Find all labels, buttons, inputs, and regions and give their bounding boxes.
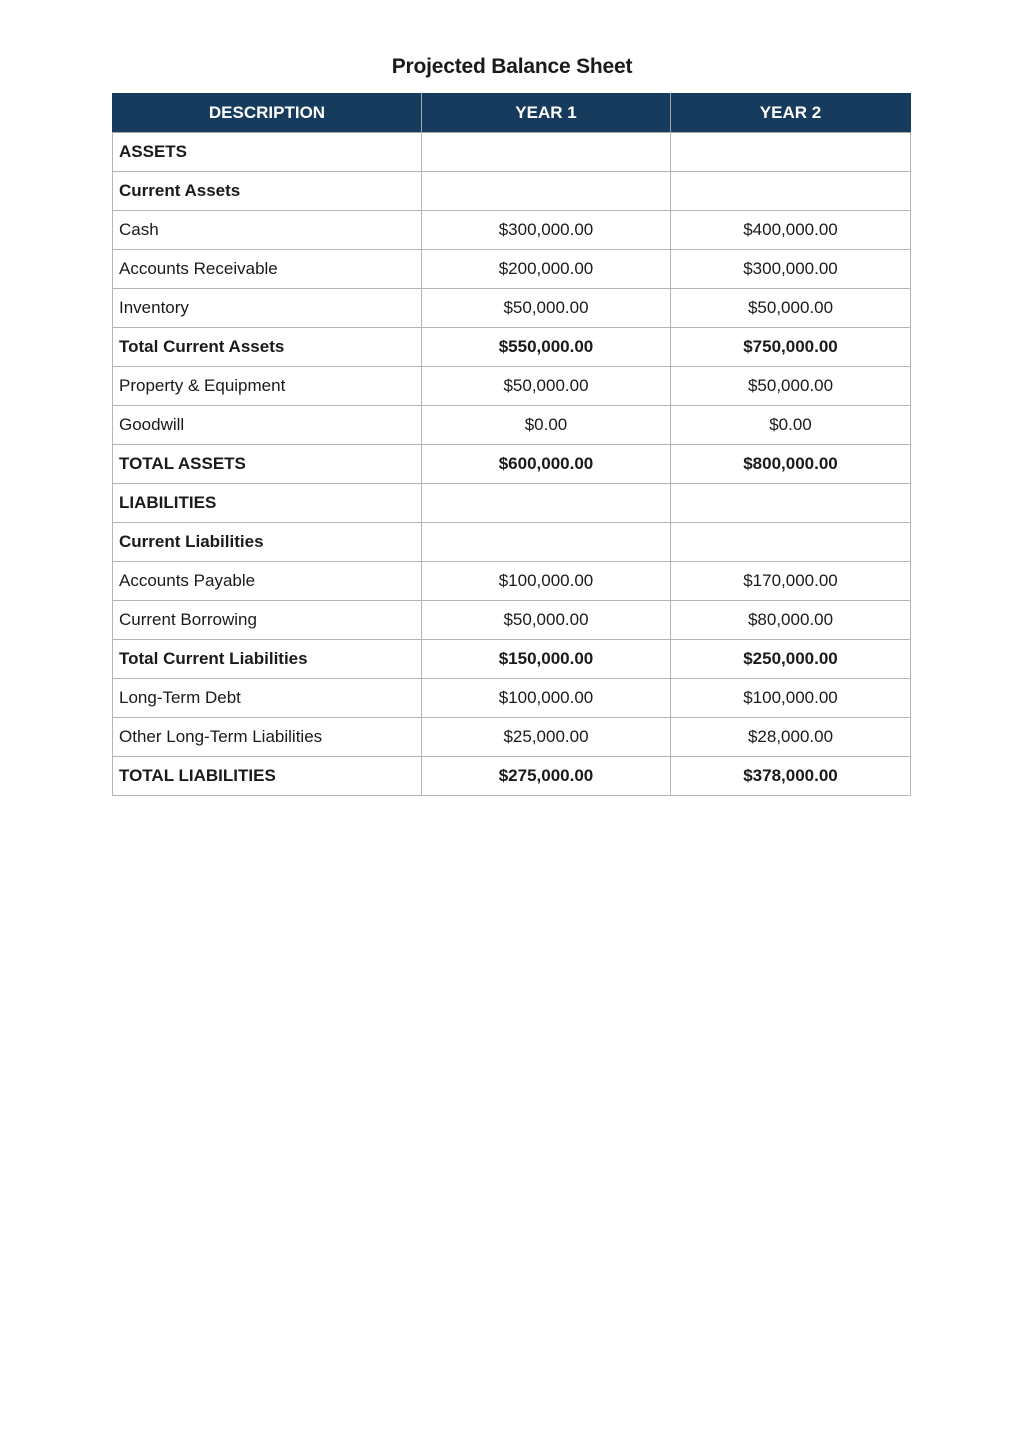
row-description: Inventory bbox=[113, 289, 422, 328]
row-description: TOTAL LIABILITIES bbox=[113, 757, 422, 796]
row-year-2 bbox=[671, 172, 911, 211]
row-year-2: $50,000.00 bbox=[671, 367, 911, 406]
row-year-2: $750,000.00 bbox=[671, 328, 911, 367]
row-year-1: $25,000.00 bbox=[422, 718, 671, 757]
row-year-2: $100,000.00 bbox=[671, 679, 911, 718]
table-row bbox=[113, 133, 911, 172]
header-year-1: YEAR 1 bbox=[422, 94, 671, 133]
table-row bbox=[113, 172, 911, 211]
row-year-2: $250,000.00 bbox=[671, 640, 911, 679]
row-description: Total Current Liabilities bbox=[113, 640, 422, 679]
row-year-2: $400,000.00 bbox=[671, 211, 911, 250]
table-row bbox=[113, 328, 911, 367]
table-row bbox=[113, 406, 911, 445]
row-year-1: $150,000.00 bbox=[422, 640, 671, 679]
balance-sheet-table bbox=[112, 93, 911, 796]
row-description: ASSETS bbox=[113, 133, 422, 172]
table-row bbox=[113, 445, 911, 484]
row-year-1: $600,000.00 bbox=[422, 445, 671, 484]
row-year-2 bbox=[671, 523, 911, 562]
page-title: Projected Balance Sheet bbox=[391, 55, 633, 78]
row-description: Cash bbox=[113, 211, 422, 250]
row-year-2: $0.00 bbox=[671, 406, 911, 445]
row-year-1: $550,000.00 bbox=[422, 328, 671, 367]
header-description: DESCRIPTION bbox=[113, 94, 422, 133]
row-description: Other Long-Term Liabilities bbox=[113, 718, 422, 757]
table-row bbox=[113, 562, 911, 601]
row-year-1 bbox=[422, 172, 671, 211]
table-row bbox=[113, 757, 911, 796]
row-year-2: $378,000.00 bbox=[671, 757, 911, 796]
row-description: Current Liabilities bbox=[113, 523, 422, 562]
row-year-1: $100,000.00 bbox=[422, 679, 671, 718]
row-year-1: $300,000.00 bbox=[422, 211, 671, 250]
row-year-1 bbox=[422, 133, 671, 172]
row-year-1: $50,000.00 bbox=[422, 367, 671, 406]
row-description: Accounts Receivable bbox=[113, 250, 422, 289]
row-year-2: $300,000.00 bbox=[671, 250, 911, 289]
row-description: Goodwill bbox=[113, 406, 422, 445]
header-year-2: YEAR 2 bbox=[671, 94, 911, 133]
row-year-2: $800,000.00 bbox=[671, 445, 911, 484]
table-row bbox=[113, 367, 911, 406]
table-row bbox=[113, 484, 911, 523]
row-year-1: $0.00 bbox=[422, 406, 671, 445]
row-description: LIABILITIES bbox=[113, 484, 422, 523]
row-description: Property & Equipment bbox=[113, 367, 422, 406]
row-year-1: $275,000.00 bbox=[422, 757, 671, 796]
row-year-2 bbox=[671, 133, 911, 172]
row-description: Accounts Payable bbox=[113, 562, 422, 601]
table-row bbox=[113, 523, 911, 562]
row-year-1: $100,000.00 bbox=[422, 562, 671, 601]
table-row bbox=[113, 679, 911, 718]
table-row bbox=[113, 601, 911, 640]
row-year-2: $50,000.00 bbox=[671, 289, 911, 328]
row-description: Current Assets bbox=[113, 172, 422, 211]
table-row bbox=[113, 250, 911, 289]
row-year-2: $80,000.00 bbox=[671, 601, 911, 640]
row-description: TOTAL ASSETS bbox=[113, 445, 422, 484]
row-year-1: $200,000.00 bbox=[422, 250, 671, 289]
row-year-1 bbox=[422, 523, 671, 562]
row-description: Long-Term Debt bbox=[113, 679, 422, 718]
row-description: Current Borrowing bbox=[113, 601, 422, 640]
table-header-row bbox=[113, 94, 911, 133]
row-year-2: $170,000.00 bbox=[671, 562, 911, 601]
row-year-2: $28,000.00 bbox=[671, 718, 911, 757]
table-row bbox=[113, 718, 911, 757]
table-row bbox=[113, 211, 911, 250]
table-row bbox=[113, 289, 911, 328]
row-year-2 bbox=[671, 484, 911, 523]
row-description: Total Current Assets bbox=[113, 328, 422, 367]
row-year-1 bbox=[422, 484, 671, 523]
row-year-1: $50,000.00 bbox=[422, 289, 671, 328]
row-year-1: $50,000.00 bbox=[422, 601, 671, 640]
table-row bbox=[113, 640, 911, 679]
